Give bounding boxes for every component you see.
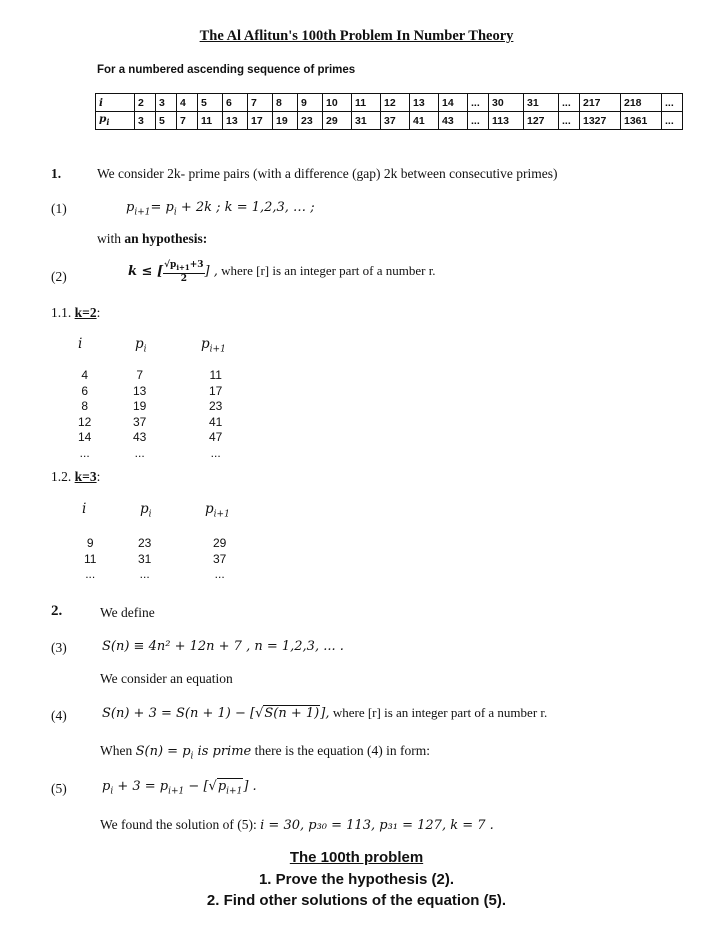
k2-p-next-value: 17 — [209, 383, 223, 398]
section-2-number: 2. — [51, 603, 63, 619]
table-i-cell: ... — [662, 94, 683, 112]
table-p-cell: 43 — [439, 112, 468, 130]
col-header-i-2: i — [82, 501, 87, 517]
k2-i-value: 14 — [78, 430, 92, 444]
k3-i-value: ... — [85, 567, 96, 581]
row-p-label: $p_i$ — [96, 112, 135, 130]
k3-i-value: 11 — [84, 551, 97, 566]
table-p-cell: 29 — [323, 112, 352, 130]
k2-p-value: 19 — [133, 399, 147, 413]
table-i-cell: ... — [559, 94, 580, 112]
col-header-i: i — [78, 336, 83, 352]
table-p-cell: ... — [662, 112, 683, 130]
section-1-number: 1. — [51, 166, 62, 181]
k2-p-value: 13 — [133, 383, 147, 398]
problem-item-1: 1. Prove the hypothesis (2). — [258, 871, 455, 888]
table-i-cell: 10 — [323, 94, 352, 112]
eq3: S(n) ≡ 4n² + 12n + 7 , n = 1,2,3, ... . — [102, 639, 344, 654]
k2-i-value: 4 — [81, 368, 89, 382]
table-i-cell: 3 — [156, 94, 177, 112]
table-i-cell: 11 — [352, 94, 381, 112]
table-caption: For a numbered ascending sequence of primes — [97, 64, 356, 76]
k2-p-value: 37 — [133, 414, 147, 429]
eq2: k ≤ [ $\frac{√p_{i+1}+3}{2}$ ] , where [r] is an integer part of a number r. — [128, 260, 436, 284]
eq1-label: (1) — [51, 201, 67, 216]
col-header-pi: $p_i$ — [135, 336, 147, 355]
eq4-label: (4) — [51, 708, 67, 723]
k3-p-value: 31 — [138, 551, 152, 566]
table-p-cell: 19 — [273, 112, 298, 130]
table-p-cell: 31 — [352, 112, 381, 130]
table-i-cell: 12 — [381, 94, 410, 112]
k2-p-next-value: 11 — [209, 368, 222, 382]
eq5: $p_i + 3 = p_{i+1} - [√p_{i+1}]$ . — [102, 779, 257, 797]
table-i-cell: 14 — [439, 94, 468, 112]
k2-p-next-value: 23 — [209, 399, 223, 413]
table-i-cell: 31 — [524, 94, 559, 112]
k2-column-p — [133, 368, 146, 461]
table-i-cell: 13 — [410, 94, 439, 112]
table-p-cell: 3 — [135, 112, 156, 130]
table-i-cell: 7 — [248, 94, 273, 112]
table-p-cell: 127 — [524, 112, 559, 130]
k3-i-value: 9 — [86, 536, 94, 550]
solution-text: We found the solution of (5): i = 30, p₃₀ = 113, p₃₁ = 127, k = 7 . — [100, 817, 494, 833]
table-i-cell: 8 — [273, 94, 298, 112]
table-p-cell: 11 — [198, 112, 223, 130]
subsection-1-2-label: 1.2. k=3: — [51, 469, 101, 484]
table-row-p — [96, 112, 683, 130]
k3-p-value: 23 — [138, 536, 152, 550]
k2-p-next-value: ... — [210, 445, 221, 460]
page-title: The Al Aflitun's 100th Problem In Number Theory — [199, 28, 514, 44]
table-p-cell: ... — [559, 112, 580, 130]
col-header-pi1: $p_{i+1}$ — [201, 336, 226, 355]
table-i-cell: 217 — [580, 94, 621, 112]
problem-heading: The 100th problem — [289, 849, 424, 866]
table-p-cell: 1361 — [621, 112, 662, 130]
col-header-pi1-2: $p_{i+1}$ — [205, 501, 230, 520]
table-p-cell: ... — [468, 112, 489, 130]
k2-i-value: 6 — [81, 383, 89, 398]
table-i-cell: 2 — [135, 94, 156, 112]
k3-p-value: ... — [139, 567, 150, 581]
problem-item-2: 2. Find other solutions of the equation (5). — [206, 892, 507, 909]
table-i-cell: 4 — [177, 94, 198, 112]
table-p-cell: 17 — [248, 112, 273, 130]
table-p-cell: 41 — [410, 112, 439, 130]
table-p-cell: 7 — [177, 112, 198, 130]
k2-column-i — [78, 368, 91, 461]
table-i-cell: 9 — [298, 94, 323, 112]
table-i-cell: 5 — [198, 94, 223, 112]
k3-p-next-value: ... — [214, 567, 225, 581]
table-p-cell: 113 — [489, 112, 524, 130]
k2-p-value: 7 — [136, 368, 144, 382]
table-p-cell: 5 — [156, 112, 177, 130]
prime-sequence-table — [95, 93, 683, 130]
row-i-label: i — [96, 94, 135, 112]
when-text: When $S(n) = p_i$ is prime there is the equation (4) in form: — [100, 743, 431, 762]
table-i-cell: 6 — [223, 94, 248, 112]
k3-column-i — [84, 536, 96, 583]
k2-p-value: 43 — [133, 430, 147, 444]
k2-p-next-value: 41 — [209, 414, 223, 429]
eq3-label: (3) — [51, 640, 67, 655]
table-i-cell: 218 — [621, 94, 662, 112]
table-i-cell: ... — [468, 94, 489, 112]
consider-equation-text: We consider an equation — [100, 671, 233, 686]
table-p-cell: 1327 — [580, 112, 621, 130]
eq2-label: (2) — [51, 269, 67, 284]
subsection-1-1-label: 1.1. k=2: — [51, 305, 101, 320]
table-p-cell: 23 — [298, 112, 323, 130]
k2-column-p-next — [209, 368, 222, 461]
table-i-cell: 30 — [489, 94, 524, 112]
hypothesis-intro: with an hypothesis: — [97, 231, 208, 246]
k2-i-value: ... — [79, 445, 90, 460]
k3-column-p-next — [213, 536, 226, 583]
k2-p-value: ... — [134, 445, 145, 460]
k2-i-value: 12 — [78, 414, 92, 429]
eq4: S(n) + 3 = S(n + 1) − [√S(n + 1)], where [r] is an integer part of a number r. — [102, 705, 548, 721]
table-p-cell: 13 — [223, 112, 248, 130]
k3-p-next-value: 37 — [213, 551, 227, 566]
section-1-text: We consider 2k- prime pairs (with a difference (gap) 2k between consecutive primes) — [97, 166, 558, 181]
table-row-i — [96, 94, 683, 112]
eq1: $p_{i+1}= p_i + 2k$ ; k = 1,2,3, … ; — [126, 200, 315, 218]
k3-p-next-value: 29 — [213, 536, 227, 550]
k3-column-p — [138, 536, 151, 583]
table-p-cell: 37 — [381, 112, 410, 130]
k2-i-value: 8 — [81, 399, 89, 413]
eq5-label: (5) — [51, 781, 67, 796]
k2-p-next-value: 47 — [209, 430, 223, 444]
col-header-pi-2: $p_i$ — [140, 501, 152, 520]
define-text: We define — [100, 605, 155, 620]
